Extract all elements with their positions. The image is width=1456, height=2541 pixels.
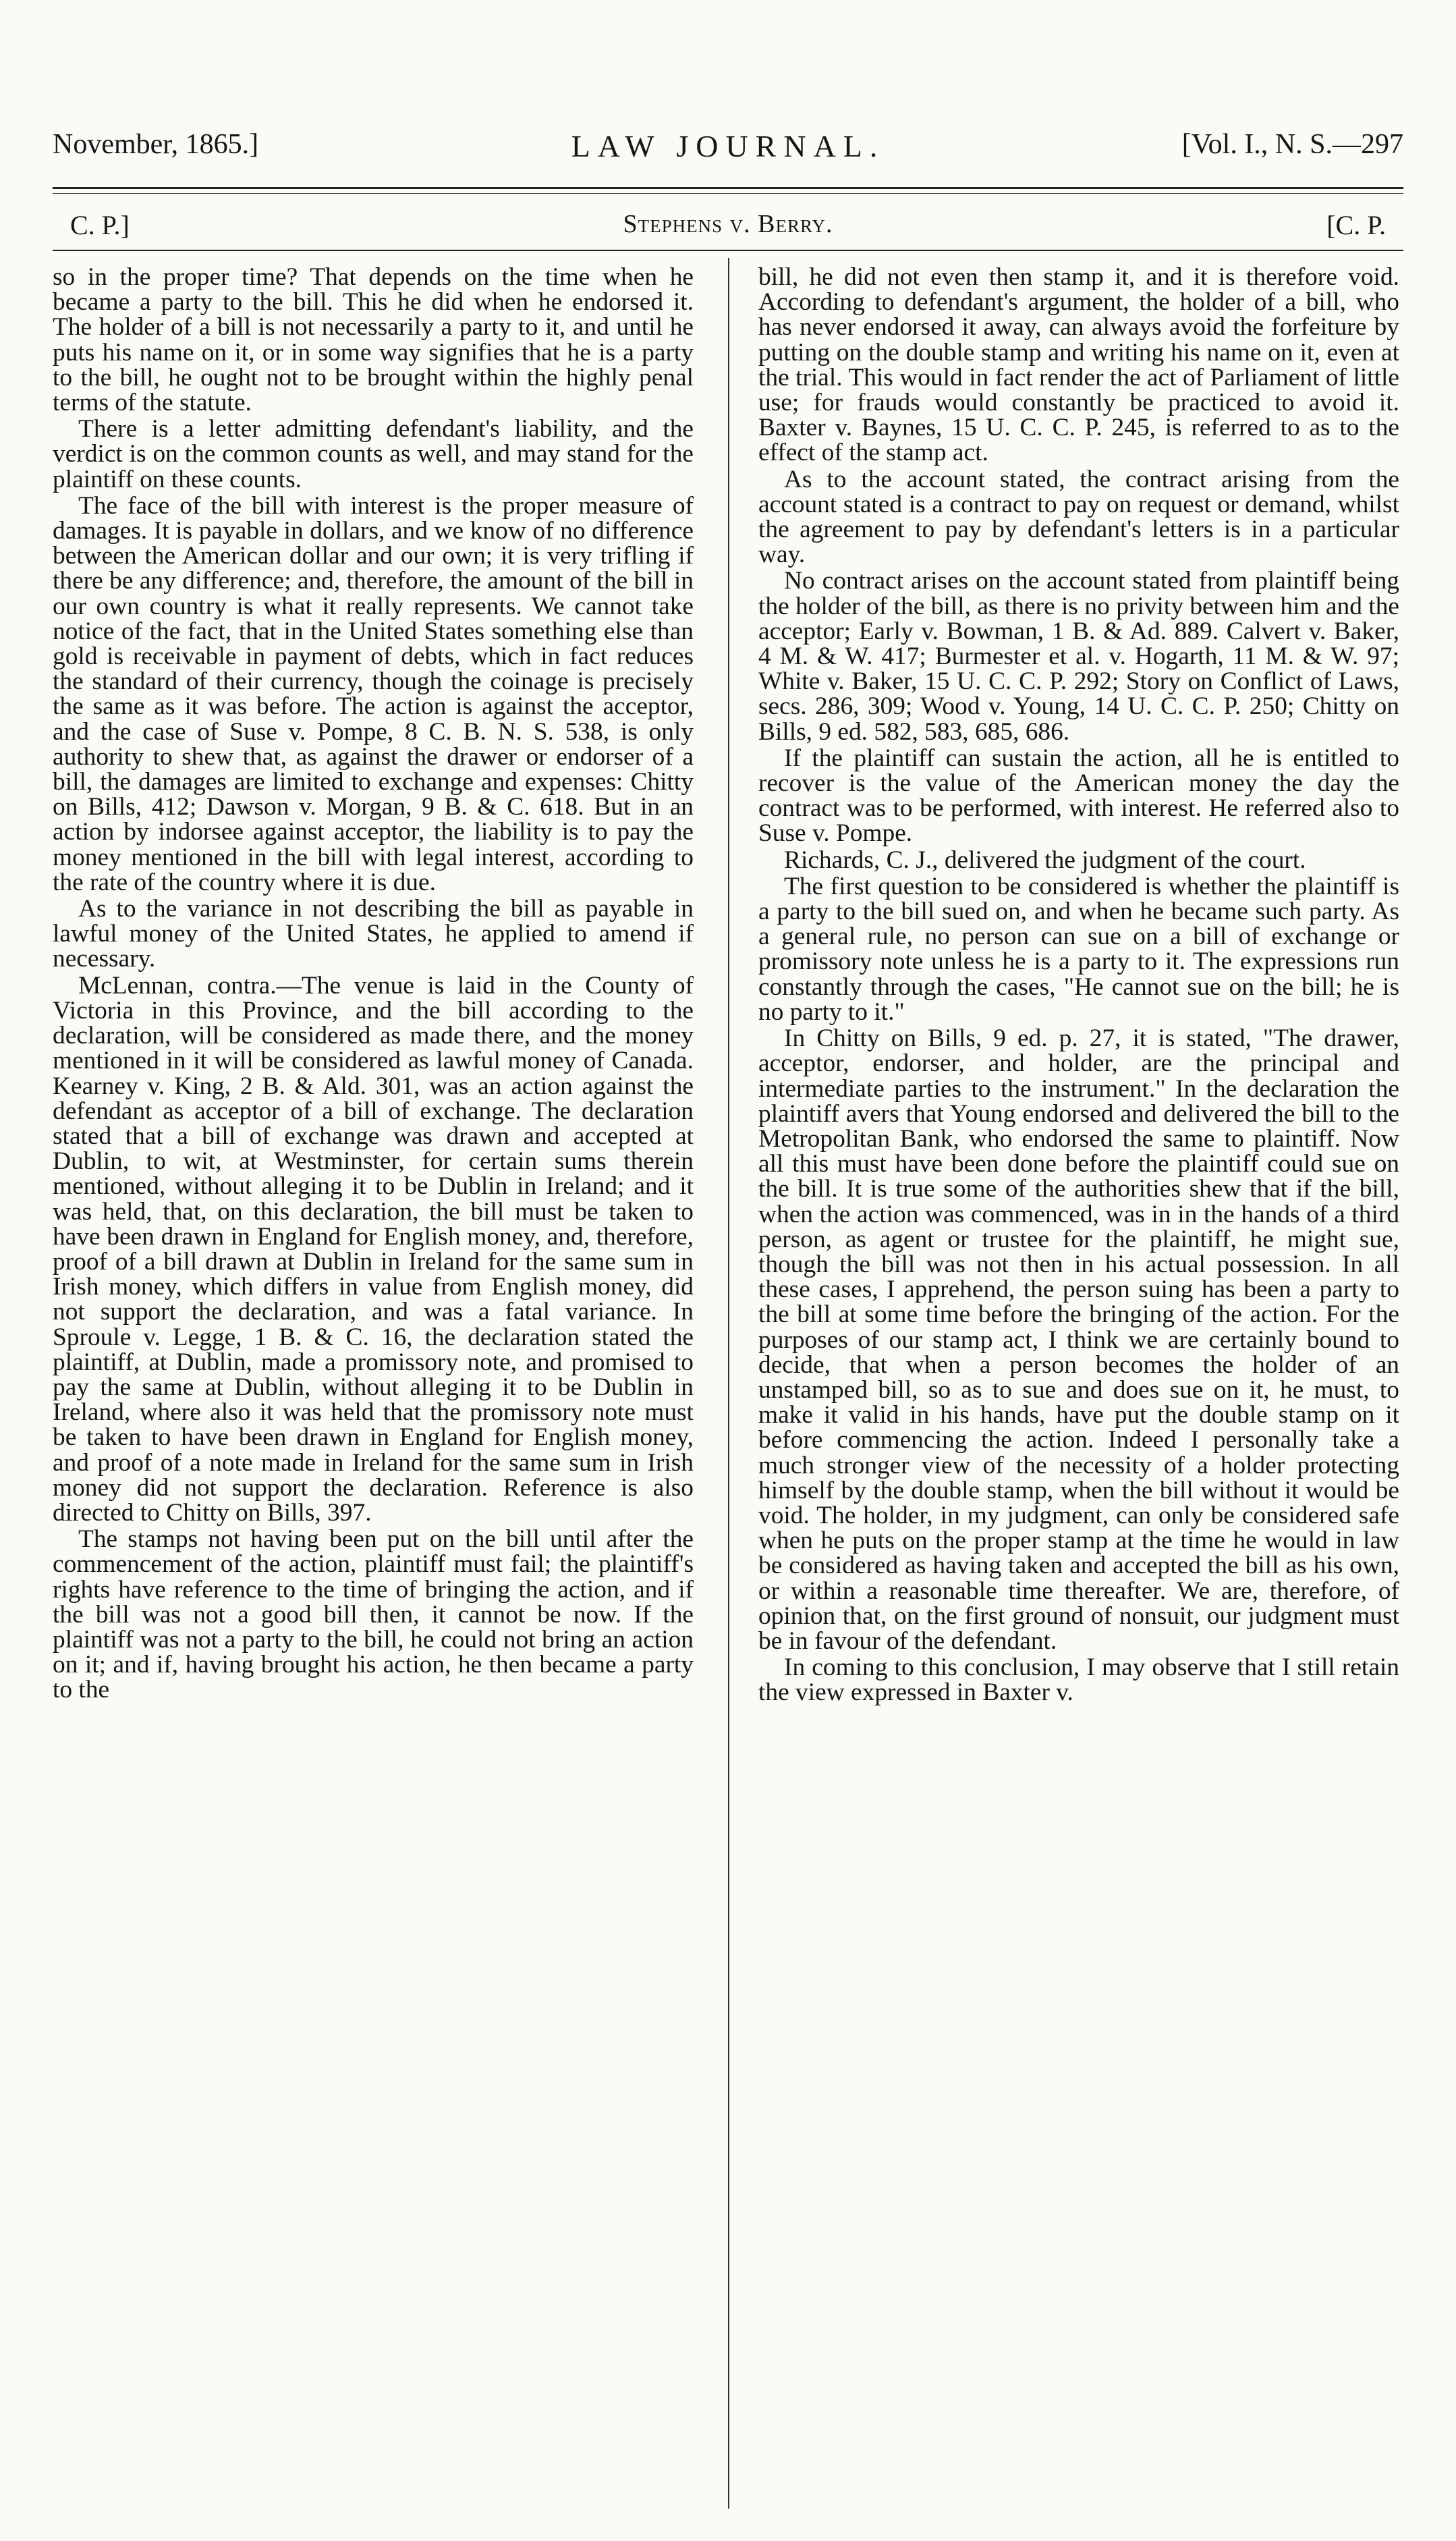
issue-date: November, 1865.] — [53, 129, 259, 160]
paragraph: As to the account stated, the contract arising from the account stated is a contract to pay on request or demand, whilst the agreement to pay by defendant's letters is in a particular way. — [758, 465, 1399, 569]
left-column — [53, 265, 694, 2505]
header-rule-thin — [53, 193, 1403, 194]
paragraph: The first question to be considered is whether the plaintiff is a party to the bill sued on, and when he became such party. As a general rule, no person can sue on a bill of exchange or promissory note unless he is a party to it. The expressions run constantly through the cases, "He cannot sue on the bill; he is no party to it." — [758, 872, 1399, 1026]
header-rule-thick — [53, 187, 1403, 189]
volume-page: [Vol. I., N. S.—297 — [1181, 129, 1403, 160]
paragraph: There is a letter admitting defendant's liability, and the verdict is on the common counts as well, and may stand for the plaintiff on these counts. — [53, 415, 694, 493]
paragraph: If the plaintiff can sustain the action, all he is entitled to recover is the value of the American money the day the contract was to be performed, with interest. He referred also to Suse v. Pompe. — [758, 744, 1399, 848]
paragraph: bill, he did not even then stamp it, and it is therefore void. According to defendant's argument, the holder of a bill, who has never endorsed it away, can always avoid the forfeiture by putting on the double stamp and writing his name on it, even at the trial. This would in fact render the act of Parliament of little use; for frauds would constantly be practiced to avoid it. Baxter v. Baynes, 15 U. C. C. P. 245, is referred to as to the effect of the stamp act. — [758, 265, 1399, 467]
court-left: C. P.] — [70, 210, 130, 240]
column-divider — [728, 258, 729, 2509]
journal-title: LAW JOURNAL. — [571, 129, 885, 163]
court-right: [C. P. — [1326, 210, 1386, 240]
paragraph: The stamps not having been put on the bill until after the commencement of the action, plaintiff must fail; the plaintiff's rights have reference to the time of bringing the action, and if the bill was not a good bill then, it cannot be now. If the plaintiff was not a party to the bill, he could not bring an action on it; and if, having brought his action, he then became a party to the — [53, 1525, 694, 1704]
paragraph: Richards, C. J., delivered the judgment of the court. — [784, 846, 1306, 874]
paragraph: In Chitty on Bills, 9 ed. p. 27, it is stated, "The drawer, acceptor, endorser, and holder, are the principal and intermediate parties to the instrument." In the declaration the plaintiff avers that Young endorsed and delivered the bill to the Metropolitan Bank, who endorsed the same to plaintiff. Now all this must have been done before the plaintiff could sue on the bill. It is true some of the authorities shew that if the bill, when the action was commenced, was in in the hands of a third person, as agent or trustee for the plaintiff, he might sue, though the bill was not then in his actual possession. In all these cases, I apprehend, the person suing has been a party to the bill at some time before the bringing of the action. For the purposes of our stamp act, I think we are certainly bound to decide, that when a person becomes the holder of an unstamped bill, so as to sue and does sue on it, he must, to make it valid in his hands, have put the double stamp on it before commencing the action. Indeed I personally take a much stronger view of the necessity of a holder protecting himself by the double stamp, when the bill without it would be void. The holder, in my judgment, can only be considered safe when he puts on the proper stamp at the time he would in law be considered as having taken and accepted the bill as his own, or within a reasonable time thereafter. We are, therefore, of opinion that, on the first ground of nonsuit, our judgment must be in favour of the defendant. — [758, 1024, 1399, 1655]
paragraph: As to the variance in not describing the bill as payable in lawful money of the United States, he applied to amend if necessary. — [53, 895, 694, 973]
right-column — [758, 265, 1399, 2505]
case-header — [53, 209, 1403, 246]
paragraph: No contract arises on the account stated from plaintiff being the holder of the bill, as there is no privity between him and the acceptor; Early v. Bowman, 1 B. & Ad. 889. Calvert v. Baker, 4 M. & W. 417; Burmester et al. v. Hogarth, 11 M. & W. 97; White v. Baker, 15 U. C. C. P. 292; Story on Conflict of Laws, secs. 286, 309; Wood v. Young, 14 U. C. C. P. 250; Chitty on Bills, 9 ed. 582, 583, 685, 686. — [758, 567, 1399, 746]
paragraph: In coming to this conclusion, I may observe that I still retain the view expressed in Baxter v. — [758, 1654, 1399, 1707]
paragraph: The face of the bill with interest is the proper measure of damages. It is payable in dollars, and we know of no difference between the American dollar and our own; it is very trifling if there be any difference; and, therefore, the amount of the bill in our own country is what it really represents. We cannot take notice of the fact, that in the United States something else than gold is receivable in payment of debts, which in fact reduces the standard of their currency, though the coinage is precisely the same as it was before. The action is against the acceptor, and the case of Suse v. Pompe, 8 C. B. N. S. 538, is only authority to shew that, as against the drawer or endorser of a bill, the damages are limited to exchange and expenses: Chitty on Bills, 412; Dawson v. Morgan, 9 B. & C. 618. But in an action by indorsee against acceptor, the liability is to pay the money mentioned in the bill with legal interest, according to the rate of the country where it is due. — [53, 491, 694, 896]
running-head — [53, 128, 1403, 175]
case-header-rule — [53, 250, 1403, 251]
paragraph: so in the proper time? That depends on the time when he became a party to the bill. This he did when he endorsed it. The holder of a bill is not necessarily a party to it, and until he puts his name on it, or in some way signifies that he is a party to the bill, he ought not to be brought within the highly penal terms of the statute. — [53, 265, 694, 417]
paragraph: McLennan, contra.—The venue is laid in the County of Victoria in this Province, and the bill according to the declaration, will be considered as made there, and the money mentioned in it will be considered as lawful money of Canada. Kearney v. King, 2 B. & Ald. 301, was an action against the defendant as acceptor of a bill of exchange. The declaration stated that a bill of exchange was drawn and accepted at Dublin, to wit, at Westminster, for certain sums therein mentioned, without alleging it to be Dublin in Ireland; and it was held, that, on this declaration, the bill must be taken to have been drawn in England for English money, and, therefore, proof of a bill drawn at Dublin in Ireland for the same sum in Irish money, which differs in value from English money, did not support the declaration, and was a fatal variance. In Sproule v. Legge, 1 B. & C. 16, the declaration stated the plaintiff, at Dublin, made a promissory note, and promised to pay the same at Dublin, without alleging it to be Dublin in Ireland, where also it was held that the promissory note must be taken to have been drawn in England for English money, and proof of a note made in Ireland for the same sum in Irish money did not support the declaration. Reference is also directed to Chitty on Bills, 397. — [53, 971, 694, 1527]
case-title: Stephens v. Berry. — [623, 210, 833, 238]
